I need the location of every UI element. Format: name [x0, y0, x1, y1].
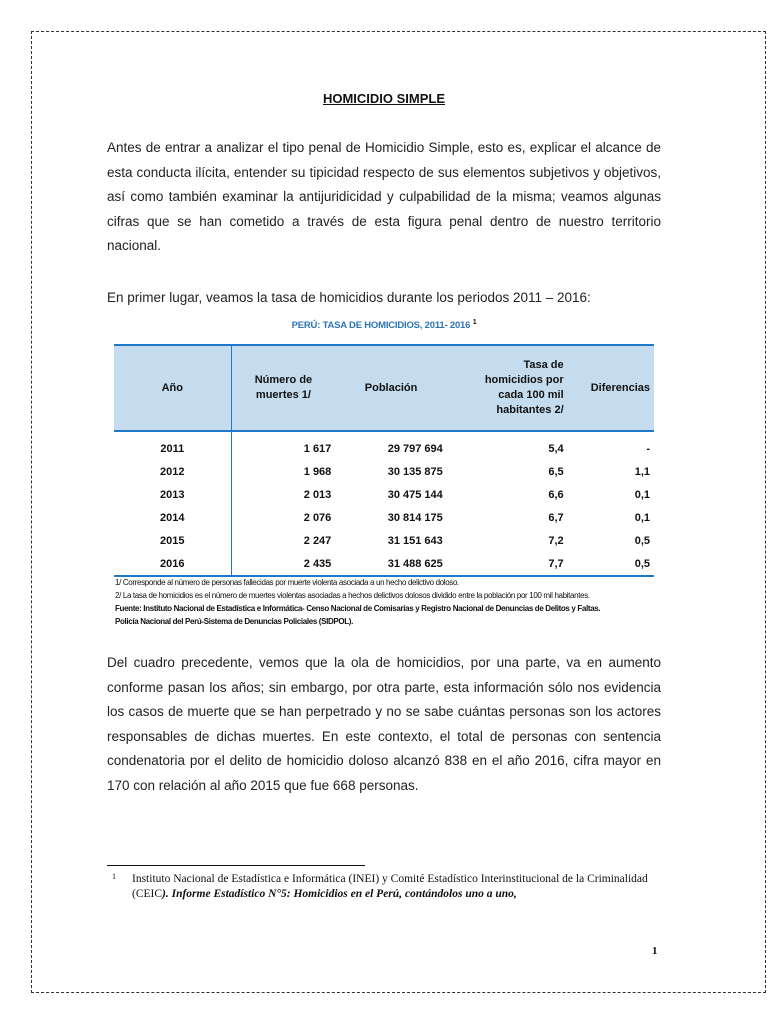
footnote: [112, 872, 660, 902]
cell-population: 31 488 625: [335, 552, 447, 576]
intro-paragraph: Antes de entrar a analizar el tipo penal de Homicidio Simple, esto es, explicar el alcance de esta conducta ilícita, entender su tipicidad respecto de sus elementos subjetivos y objetivos, así como también examinar la antijuridicidad y culpabilidad de la misma; veamos algunas cifras que se han cometido a través de esta figura penal dentro de nuestro territorio nacional.: [107, 140, 661, 253]
table-caption-text: PERÚ: TASA DE HOMICIDIOS, 2011- 2016: [291, 320, 471, 332]
cell-population: 31 151 643: [387, 534, 443, 547]
table-caption-footnote-ref: 1: [472, 319, 477, 326]
cell-deaths: 2 435: [231, 552, 335, 576]
footnote-text-emphasis: ). Informe Estadístico N°5: Homicidios en el Perú, contándolos uno a uno,: [162, 888, 517, 900]
table-note-1: 1/ Corresponde al número de personas fallecidas por muerte violenta asociada a un hecho delictivo doloso.: [115, 578, 459, 587]
cell-rate: 6,6: [548, 488, 564, 501]
cell-year: 2012: [114, 460, 231, 483]
table-row: [114, 431, 654, 460]
cell-year: 2011: [114, 431, 231, 460]
table-source-line-2: Policía Nacional del Perú-Sistema de Denuncias Policiales (SIDPOL).: [115, 617, 353, 626]
table-row: [114, 529, 654, 552]
cell-year: 2015: [114, 529, 231, 552]
cell-year: 2016: [114, 552, 231, 576]
table-note-2: 2/ La tasa de homicidios es el número de muertes violentas asociadas a hechos delictivos dolosos dividido entre la población por 100 mil habitantes.: [115, 591, 590, 600]
cell-difference: 1,1: [634, 465, 650, 478]
header-year: Año: [114, 345, 231, 431]
table-row: [114, 552, 654, 576]
table-intro-paragraph: En primer lugar, veamos la tasa de homicidios durante los periodos 2011 – 2016:: [107, 290, 591, 305]
cell-difference: 0,5: [634, 534, 650, 547]
cell-rate: 7,7: [447, 552, 568, 576]
header-population: Población: [335, 345, 447, 431]
header-deaths: [231, 345, 335, 431]
cell-rate: 5,4: [548, 442, 564, 455]
cell-deaths: 1 968: [303, 465, 332, 478]
cell-difference: 0,1: [634, 488, 650, 501]
cell-difference: 0,5: [568, 552, 654, 576]
analysis-paragraph: Del cuadro precedente, vemos que la ola de homicidios, por una parte, va en aumento conforme pasan los años; sin embargo, por otra parte, esta información sólo nos evidencia los casos de muerte que se han perpetrado y no se sabe cuántas personas son los actores responsables de dichas muertes. En este contexto, el total de personas con sentencia condenatoria por el delito de homicidio doloso alcanzó 838 en el año 2016, cifra mayor en 170 con relación al año 2015 que fue 668 personas.: [107, 655, 661, 793]
cell-deaths: 2 013: [303, 488, 332, 501]
table-source-line-1: Fuente: Instituto Nacional de Estadística e Informática- Censo Nacional de Comisarías y Registro Nacional de Denuncias de Delitos y Faltas.: [115, 604, 601, 613]
cell-difference: 0,1: [634, 511, 650, 524]
header-difference: Diferencias: [568, 345, 654, 431]
cell-rate: 6,5: [548, 465, 564, 478]
cell-deaths: 2 076: [303, 511, 332, 524]
document-title: HOMICIDIO SIMPLE: [322, 91, 446, 106]
footnote-text: [132, 872, 660, 902]
cell-rate: 6,7: [548, 511, 564, 524]
table-notes: [115, 576, 675, 628]
table-row: [114, 460, 654, 483]
header-rate-text: Tasa de homicidios por cada 100 mil habitantes 2/: [484, 359, 564, 416]
cell-deaths: 2 247: [303, 534, 332, 547]
footnote-separator: [107, 865, 365, 866]
table-header-row: [114, 345, 654, 431]
header-rate: [447, 345, 568, 431]
homicide-rate-table: [114, 344, 654, 577]
cell-deaths: 1 617: [303, 442, 332, 455]
table-row: [114, 506, 654, 529]
cell-difference: -: [646, 442, 650, 455]
header-deaths-text: Número de muertes 1/: [254, 374, 313, 401]
cell-year: 2014: [114, 506, 231, 529]
table-row: [114, 483, 654, 506]
page-number: 1: [652, 945, 658, 957]
cell-population: 29 797 694: [387, 442, 443, 455]
table-caption: [0, 319, 768, 331]
cell-population: 30 475 144: [387, 488, 443, 501]
footnote-mark: 1: [112, 872, 116, 881]
cell-year: 2013: [114, 483, 231, 506]
cell-population: 30 814 175: [387, 511, 443, 524]
footnote-text-plain: Instituto Nacional de Estadística e Informática (INEI) y Comité Estadístico Interinstitucional de la Criminalidad (CEIC: [132, 873, 648, 900]
cell-rate: 7,2: [548, 534, 564, 547]
cell-population: 30 135 875: [387, 465, 443, 478]
